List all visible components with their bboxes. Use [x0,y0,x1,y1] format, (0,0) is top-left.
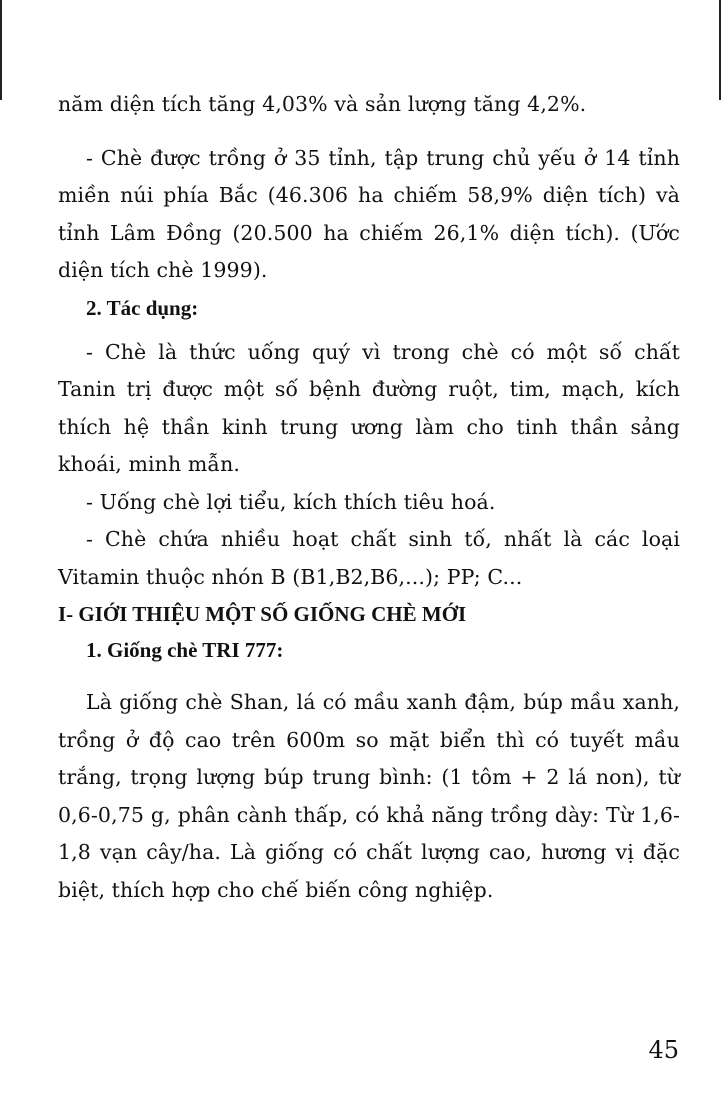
page-content [58,86,680,909]
heading-effects: 2. Tác dụng: [86,295,199,320]
heading-variety-tri-777: 1. Giống chè TRI 777: [86,638,284,662]
paragraph-tannin-benefits: - Chè là thức uống quý vì trong chè có một số chất Tanin trị được một số bệnh đường ruột, tim, mạch, kích thích hệ thần kinh trung ương làm cho tinh thần sảng khoái, minh mẫn. [58,339,680,476]
paragraph-variety-description: Là giống chè Shan, lá có mầu xanh đậm, búp mầu xanh, trồng ở độ cao trên 600m so mặt biển thì có tuyết mầu trắng, trọng lượng búp trung bình: (1 tôm + 2 lá non), từ 0,6-0,75 g, phân cành thấp, có khả năng trồng dày: Từ 1,6-1,8 vạn cây/ha. Là giống có chất lượng cao, hương vị đặc biệt, thích hợp cho chế biến công nghiệp. [58,690,680,902]
paragraph-vitamins: - Chè chứa nhiều hoạt chất sinh tố, nhất là các loại Vitamin thuộc nhón B (B1,B2,B6,...); PP; C... [58,527,680,589]
scan-edge-left [0,0,2,100]
paragraph-diuretic: - Uống chè lợi tiểu, kích thích tiêu hoá. [86,489,496,514]
paragraph-area-growth: năm diện tích tăng 4,03% và sản lượng tăng 4,2%. [58,92,587,116]
paragraph-cultivation-provinces: - Chè được trồng ở 35 tỉnh, tập trung chủ yếu ở 14 tỉnh miền núi phía Bắc (46.306 ha chiếm 58,9% diện tích) và tỉnh Lâm Đồng (20.500 ha chiếm 26,1% diện tích). (Ước diện tích chè 1999). [58,145,680,282]
section-heading-new-varieties: I- GIỚI THIỆU MỘT SỐ GIỐNG CHÈ MỚI [58,602,467,626]
page-number: 45 [648,1036,679,1064]
